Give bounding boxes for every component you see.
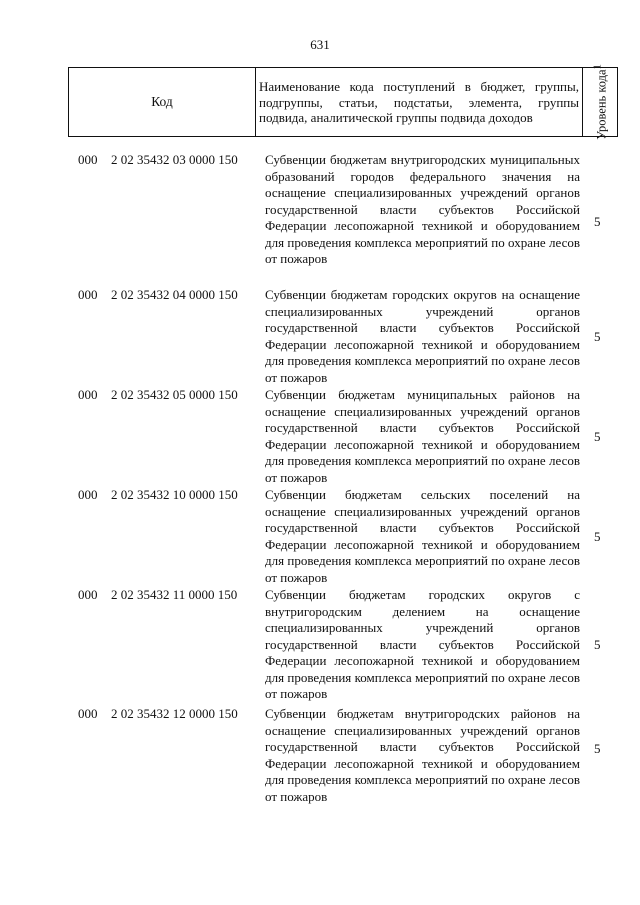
row-code: 2 02 35432 04 0000 150 bbox=[111, 287, 238, 302]
row-prefix: 000 bbox=[78, 387, 98, 402]
row-description: Субвенции бюджетам внутригородских муниципальных образований городов федерального значения на оснащение специализированных учреждений органов государственной власти субъектов Российской Федерации лесопожарной техникой и оборудованием для проведения комплекса мероприятий по охране лесов от пожаров bbox=[265, 152, 580, 266]
row-level: 5 bbox=[594, 429, 601, 444]
row-prefix: 000 bbox=[78, 152, 98, 167]
row-prefix: 000 bbox=[78, 287, 98, 302]
row-prefix: 000 bbox=[78, 587, 98, 602]
row-level: 5 bbox=[594, 329, 601, 344]
header-level-footnote-mark: 1 bbox=[592, 64, 604, 70]
row-description: Субвенции бюджетам сельских поселений на оснащение специализированных учреждений органов государственной власти субъектов Российской Федерации лесопожарной техникой и оборудованием для проведения комплекса мероприятий по охране лесов от пожаров bbox=[265, 487, 580, 585]
row-description: Субвенции бюджетам внутригородских районов на оснащение специализированных учреждений органов государственной власти субъектов Российской Федерации лесопожарной техникой и оборудованием для проведения комплекса мероприятий по охране лесов от пожаров bbox=[265, 706, 580, 804]
row-level: 5 bbox=[594, 214, 601, 229]
row-code: 2 02 35432 03 0000 150 bbox=[111, 152, 238, 167]
row-code: 2 02 35432 12 0000 150 bbox=[111, 706, 238, 721]
header-code-cell: Код bbox=[69, 68, 256, 137]
row-prefix: 000 bbox=[78, 706, 98, 721]
page-number: 631 bbox=[310, 37, 330, 52]
row-description: Субвенции бюджетам городских округов на оснащение специализированных учреждений органов государственной власти субъектов Российской Федерации лесопожарной техникой и оборудованием для проведения комплекса мероприятий по охране лесов от пожаров bbox=[265, 287, 580, 385]
row-prefix: 000 bbox=[78, 487, 98, 502]
row-description: Субвенции бюджетам муниципальных районов на оснащение специализированных учреждений органов государственной власти субъектов Российской Федерации лесопожарной техникой и оборудованием для проведения комплекса мероприятий по охране лесов от пожаров bbox=[265, 387, 580, 485]
row-level: 5 bbox=[594, 741, 601, 756]
header-level-text: Уровень кода bbox=[594, 69, 609, 140]
row-code: 2 02 35432 05 0000 150 bbox=[111, 387, 238, 402]
row-description: Субвенции бюджетам городских округов с внутригородским делением на оснащение специализированных учреждений органов государственной власти субъектов Российской Федерации лесопожарной техникой и оборудованием для проведения комплекса мероприятий по охране лесов от пожаров bbox=[265, 587, 580, 701]
row-code: 2 02 35432 11 0000 150 bbox=[111, 587, 238, 602]
row-code: 2 02 35432 10 0000 150 bbox=[111, 487, 238, 502]
header-name-cell: Наименование кода поступлений в бюджет, группы, подгруппы, статьи, подстатьи, элемента, группы подвида, аналитической группы подвида доходов bbox=[256, 68, 583, 137]
row-level: 5 bbox=[594, 637, 601, 652]
row-level: 5 bbox=[594, 529, 601, 544]
